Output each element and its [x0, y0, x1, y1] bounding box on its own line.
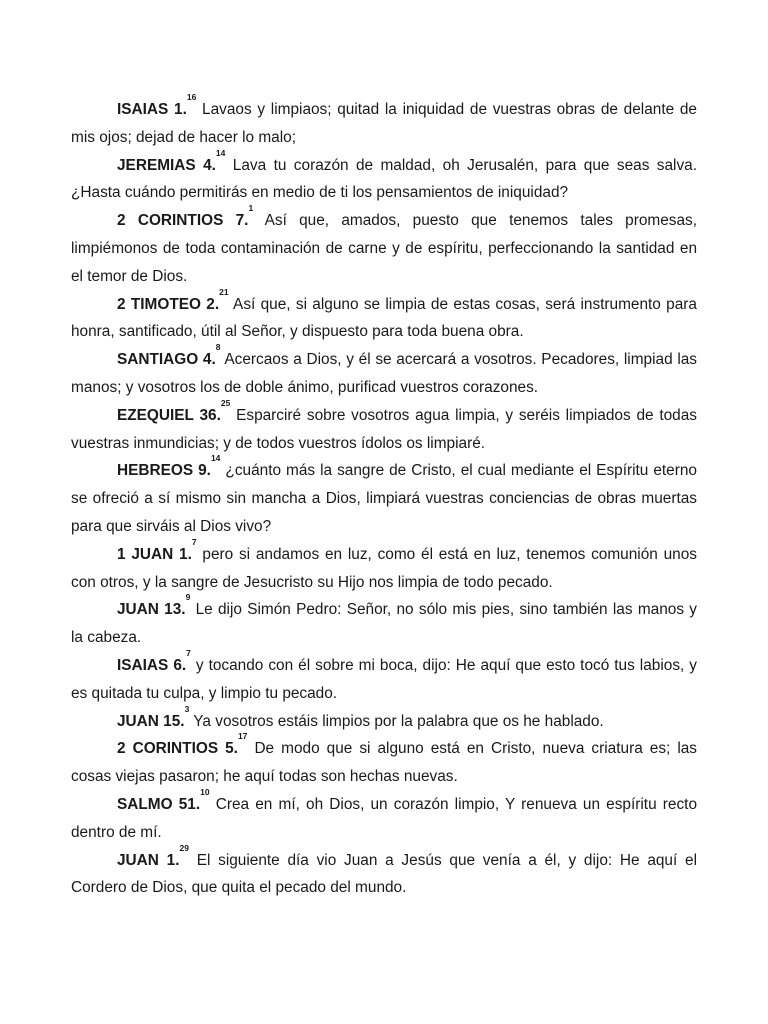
verse-text: Así que, amados, puesto que tenemos tales promesas, limpiémonos de toda contaminación de carne y de espíritu, perfeccionando la santidad en el temor de Dios.: [71, 212, 698, 285]
verse-text: Lavaos y limpiaos; quitad la iniquidad de vuestras obras de delante de mis ojos; dejad de hacer lo malo;: [71, 101, 697, 146]
verse-text: El siguiente día vio Juan a Jesús que venía a él, y dijo: He aquí el Cordero de Dios, que quita el pecado del mundo.: [71, 851, 697, 897]
verse-reference: JEREMIAS 4.: [117, 156, 216, 174]
verse-reference: ISAIAS 1.: [117, 101, 187, 118]
verse-number: 10: [200, 786, 210, 797]
verse-paragraph: [71, 92, 697, 152]
verse-paragraph: [71, 397, 697, 458]
verse-reference: SANTIAGO 4.: [117, 351, 216, 369]
verse-number: 3: [184, 703, 190, 714]
verse-reference: SALMO 51.: [117, 795, 201, 813]
verse-text: Crea en mí, oh Dios, un corazón limpio, Y renueva un espíritu recto dentro de mí.: [71, 795, 697, 841]
verse-number: 25: [220, 397, 231, 408]
verse-text: pero si andamos en luz, como él está en luz, tenemos comunión unos con otros, y la sangre de Jesucristo su Hijo nos limpia de todo pecado.: [71, 545, 697, 591]
verse-number: 14: [210, 453, 221, 464]
verse-reference: 2 TIMOTEO 2.: [117, 295, 220, 313]
verse-paragraph: [71, 453, 697, 540]
verse-number: 8: [215, 342, 221, 353]
verse-text: Ya vosotros estáis limpios por la palabra que os he hablado.: [189, 712, 604, 730]
verse-text: Esparciré sobre vosotros agua limpia, y seréis limpiados de todas vuestras inmundicias; y de todos vuestros ídolos os limpiaré.: [71, 406, 697, 452]
verse-reference: 2 CORINTIOS 5.: [117, 740, 238, 758]
verse-text: y tocando con él sobre mi boca, dijo: He aquí que esto tocó tus labios, y es quitada tu culpa, y limpio tu pecado.: [71, 656, 697, 702]
verse-paragraph: [71, 147, 697, 208]
document-page: [71, 92, 698, 902]
verse-paragraph: [71, 203, 698, 290]
verse-reference: EZEQUIEL 36.: [117, 406, 221, 424]
verse-paragraph: [71, 647, 697, 708]
verse-paragraph: [71, 592, 697, 652]
verse-text: Acercaos a Dios, y él se acercará a vosotros. Pecadores, limpiad las manos; y vosotros los de doble ánimo, purificad vuestros corazones.: [71, 351, 698, 396]
verse-text: Lava tu corazón de maldad, oh Jerusalén, para que seas salva. ¿Hasta cuándo permitirás en medio de ti los pensamientos de iniquidad?: [71, 156, 697, 202]
verse-number: 1: [248, 203, 254, 214]
verse-number: 14: [215, 147, 226, 158]
verse-paragraph: [71, 786, 697, 847]
verse-reference: JUAN 1.: [117, 851, 180, 869]
verse-number: 9: [185, 592, 191, 603]
verse-number: 21: [219, 286, 229, 297]
verse-reference: JUAN 13.: [117, 601, 186, 619]
verse-number: 16: [186, 92, 197, 102]
verse-reference: HEBREOS 9.: [117, 462, 211, 480]
verse-number: 7: [191, 536, 197, 547]
verse-text: Le dijo Simón Pedro: Señor, no sólo mis pies, sino también las manos y la cabeza.: [71, 601, 697, 647]
verse-paragraph: [71, 731, 697, 791]
verse-number: 7: [186, 647, 191, 658]
verse-paragraph: [71, 342, 698, 402]
verse-paragraph: [71, 703, 697, 736]
verse-number: 17: [237, 731, 248, 742]
verse-text: Así que, si alguno se limpia de estas cosas, será instrumento para honra, santificado, útil al Señor, y dispuesto para toda buena obra.: [71, 295, 697, 341]
verse-text: ¿cuánto más la sangre de Cristo, el cual mediante el Espíritu eterno se ofreció a sí mismo sin mancha a Dios, limpiará vuestras conciencias de obras muertas para que sirváis al Dios vivo?: [71, 462, 697, 535]
verse-paragraph: [71, 536, 697, 597]
verse-reference: 1 JUAN 1.: [117, 545, 192, 563]
verse-reference: 2 CORINTIOS 7.: [117, 212, 249, 230]
verse-reference: ISAIAS 6.: [117, 656, 187, 674]
verse-paragraph: [71, 842, 697, 903]
verse-reference: JUAN 15.: [117, 712, 185, 730]
verse-number: 29: [179, 842, 189, 853]
verse-paragraph: [71, 286, 697, 347]
verse-text: De modo que si alguno está en Cristo, nueva criatura es; las cosas viejas pasaron; he aquí todas son hechas nuevas.: [71, 740, 697, 786]
